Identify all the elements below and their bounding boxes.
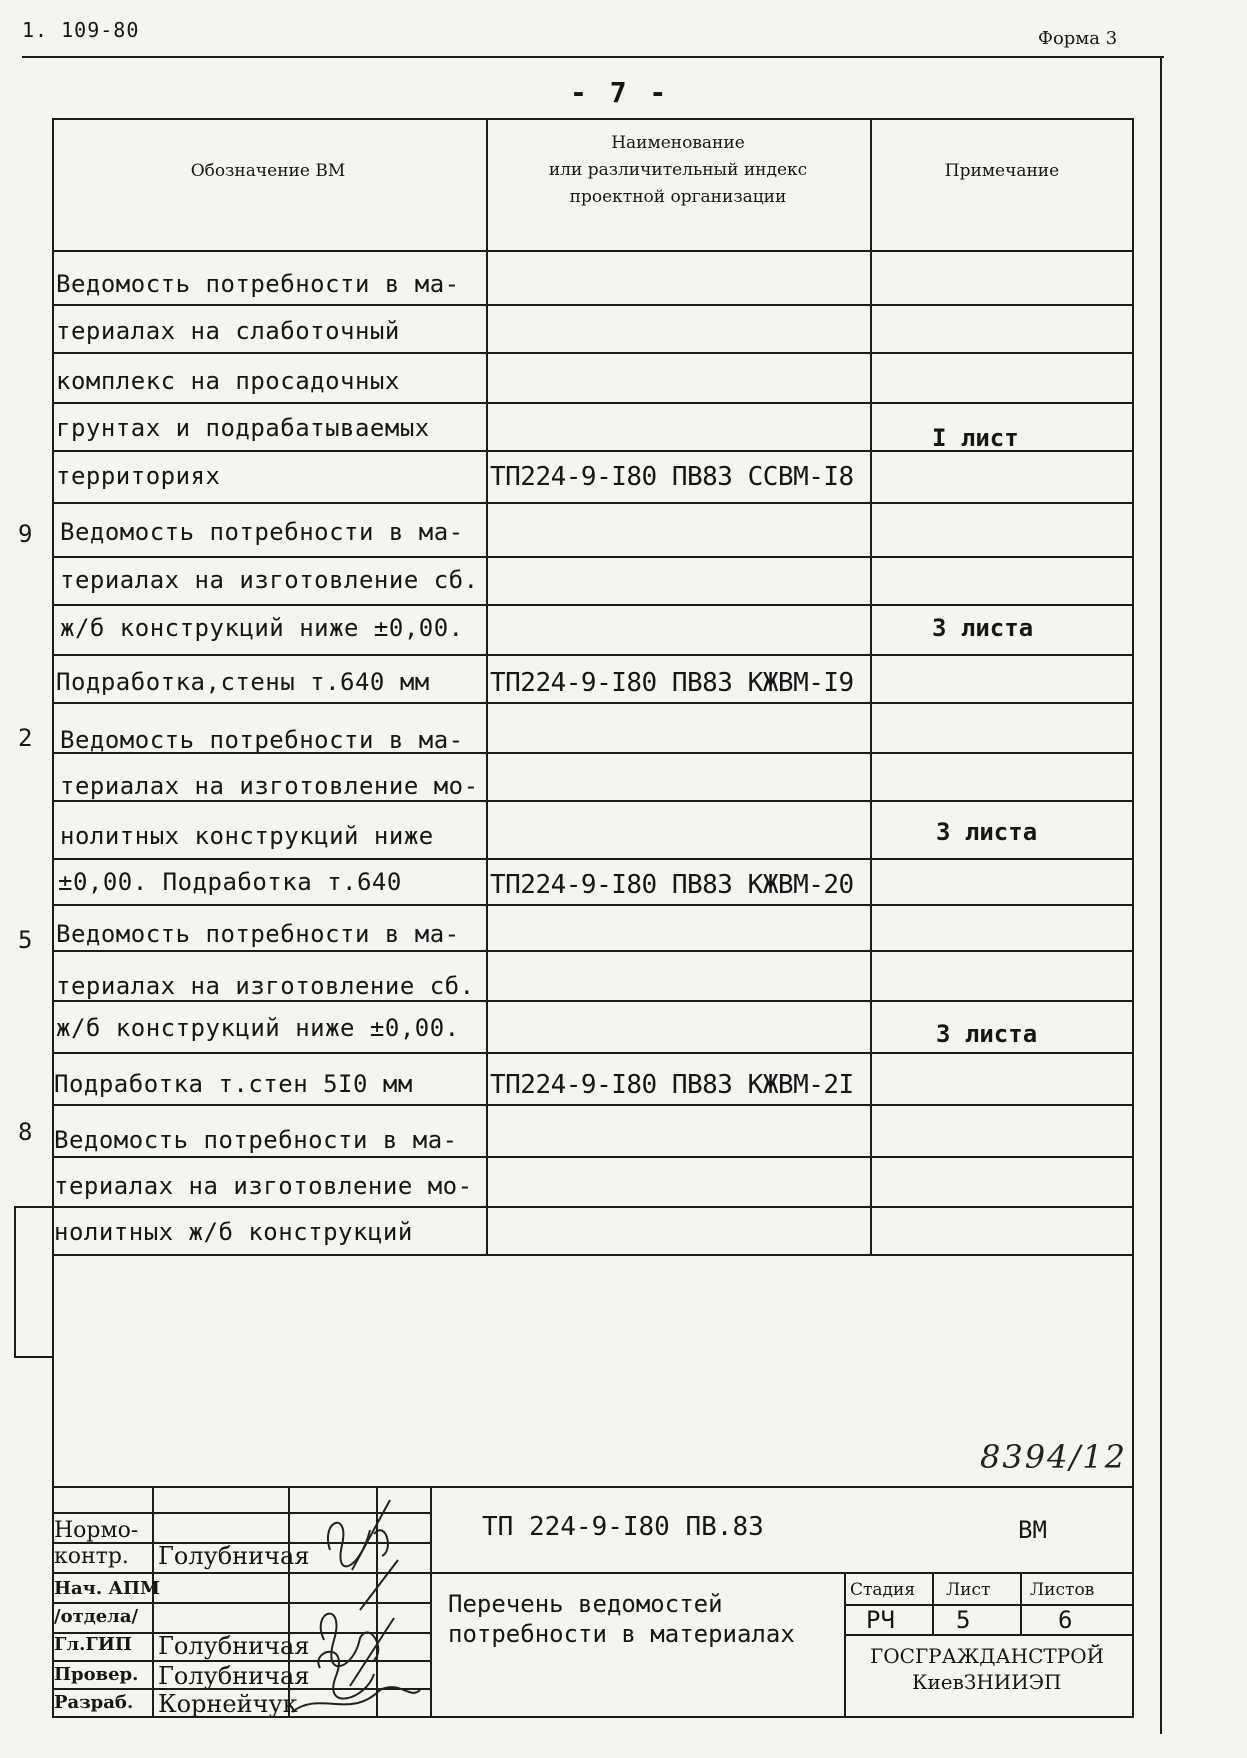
col-note-header: Примечание <box>944 161 1060 181</box>
row-separator <box>52 702 1134 704</box>
row-separator <box>52 556 1134 558</box>
signer-name: Голубничая <box>158 1542 310 1570</box>
row-text: нолитных ж/б конструкций <box>54 1218 413 1246</box>
row-text: комплекс на просадочных <box>56 367 400 395</box>
stamp-title: потребности в материалах <box>448 1620 795 1648</box>
row-separator <box>52 950 1134 952</box>
row-separator <box>52 1052 1134 1054</box>
row-separator <box>52 1104 1134 1106</box>
role-label: Нач. АПМ <box>54 1578 160 1599</box>
role-label: /отдела/ <box>54 1606 139 1627</box>
row-separator <box>52 1000 1134 1002</box>
margin-mark: 9 <box>18 520 33 548</box>
row-text: Ведомость потребности в ма- <box>60 726 464 754</box>
row-separator <box>52 904 1134 906</box>
row-separator <box>52 352 1134 354</box>
handwritten-number: 8394/12 <box>980 1438 1127 1476</box>
sheet-value: 5 <box>956 1606 971 1634</box>
row-text: териалах на изготовление мо- <box>54 1172 473 1200</box>
row-text: Ведомость потребности в ма- <box>60 518 464 546</box>
row-text: ±0,00. Подработка т.640 <box>58 868 402 896</box>
page-number: - 7 - <box>570 76 670 109</box>
row-text: Подработка т.стен 5I0 мм <box>54 1070 413 1098</box>
row-text: териалах на изготовление сб. <box>60 566 479 594</box>
stage-label: Стадия <box>850 1580 916 1600</box>
note-sheets: 3 листа <box>932 614 1034 642</box>
row-text: нолитных конструкций ниже <box>60 822 434 850</box>
sheets-value: 6 <box>1058 1606 1073 1634</box>
row-separator <box>52 1156 1134 1158</box>
organization: КиевЗНИИЭП <box>912 1670 1062 1694</box>
row-text: Ведомость потребности в ма- <box>56 920 460 948</box>
doc-code: ТП224-9-I80 ПВ83 КЖВМ-2I <box>490 1070 854 1100</box>
row-separator <box>52 1206 1134 1208</box>
signer-name: Голубничая <box>158 1632 310 1660</box>
margin-mark: 5 <box>18 926 33 954</box>
note-sheets: 3 листа <box>936 818 1038 846</box>
signer-name: Корнейчук <box>158 1690 298 1718</box>
row-text: териалах на слаботочный <box>56 317 400 345</box>
doc-code: ТП224-9-I80 ПВ83 КЖВМ-I9 <box>490 668 854 698</box>
row-separator <box>52 654 1134 656</box>
stamp-doc-code: ТП 224-9-I80 ПВ.83 <box>482 1512 764 1542</box>
sheet-code: 1. 109-80 <box>22 18 140 42</box>
role-label: Нормо- <box>54 1518 139 1543</box>
row-text: териалах на изготовление мо- <box>60 772 479 800</box>
col-name-header: Наименование или различительный индекс проектной организации <box>548 133 808 207</box>
row-separator <box>52 858 1134 860</box>
row-separator <box>52 402 1134 404</box>
row-text: территориях <box>56 462 221 490</box>
role-label: Разраб. <box>54 1692 134 1713</box>
row-text: ж/б конструкций ниже ±0,00. <box>56 1014 460 1042</box>
doc-code: ТП224-9-I80 ПВ83 ССВМ-I8 <box>490 462 854 492</box>
sheets-label: Листов <box>1030 1580 1095 1600</box>
row-separator <box>52 304 1134 306</box>
row-text: териалах на изготовление сб. <box>56 972 475 1000</box>
handwritten-signatures <box>290 1490 430 1716</box>
margin-mark: 2 <box>18 724 33 752</box>
sheet-label: Лист <box>946 1580 991 1600</box>
organization: ГОСГРАЖДАНСТРОЙ <box>870 1644 1105 1668</box>
role-label: Провер. <box>54 1664 139 1685</box>
stage-value: РЧ <box>866 1606 895 1634</box>
signer-name: Голубничая <box>158 1662 310 1690</box>
row-text: Ведомость потребности в ма- <box>56 270 460 298</box>
col-designation-header: Обозначение ВМ <box>190 161 346 181</box>
frame-top-line <box>22 56 1164 58</box>
row-separator <box>52 604 1134 606</box>
row-separator <box>52 1254 1134 1256</box>
margin-mark: 8 <box>18 1118 33 1146</box>
stamp-title: Перечень ведомостей <box>448 1590 723 1618</box>
doc-code: ТП224-9-I80 ПВ83 КЖВМ-20 <box>490 870 854 900</box>
role-label: контр. <box>54 1544 129 1569</box>
role-label: Гл.ГИП <box>54 1634 132 1655</box>
row-text: Подработка,стены т.640 мм <box>56 668 430 696</box>
row-text: ж/б конструкций ниже ±0,00. <box>60 614 464 642</box>
note-sheets: I лист <box>932 424 1019 452</box>
frame-right-line <box>1160 56 1162 1734</box>
form-label: Форма 3 <box>1038 28 1118 49</box>
note-sheets: 3 листа <box>936 1020 1038 1048</box>
row-separator <box>52 800 1134 802</box>
row-text: грунтах и подрабатываемых <box>56 414 430 442</box>
row-separator <box>52 502 1134 504</box>
stamp-doc-mark: ВМ <box>1018 1516 1047 1544</box>
row-text: Ведомость потребности в ма- <box>54 1126 458 1154</box>
